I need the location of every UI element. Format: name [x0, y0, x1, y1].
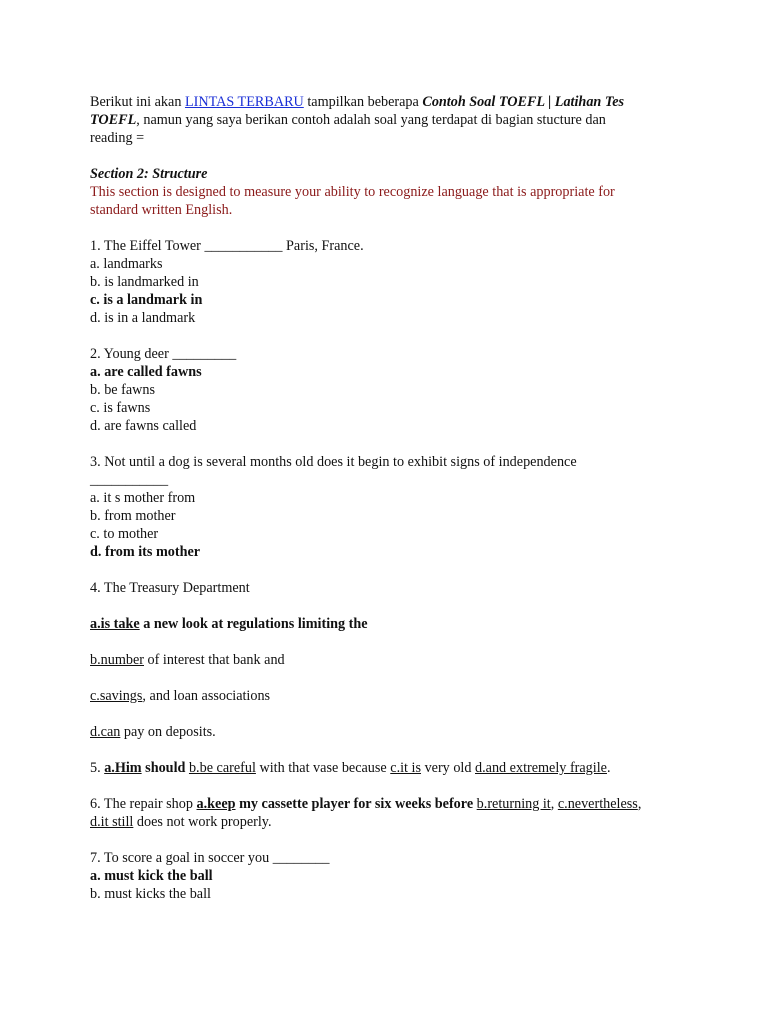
question-1-option-a: a. landmarks [90, 256, 163, 272]
question-5-text: very old [421, 760, 475, 776]
intro-text: tampilkan beberapa [303, 94, 423, 110]
intro-bold-title: Contoh Soal TOEFL | Latihan Tes [422, 94, 625, 110]
intro-text: Berikut ini akan [90, 94, 185, 110]
question-3-blank: ___________ [90, 472, 169, 488]
question-3-stem: 3. Not until a dog is several months old does it begin to exhibit signs of independence [90, 454, 577, 470]
question-5-text: with that vase because [255, 760, 391, 776]
question-2-option-c: c. is fawns [90, 400, 151, 416]
question-4-option-a [90, 615, 690, 633]
question-5-c-underlined: c.it is [390, 760, 422, 776]
intro-paragraph-line2 [90, 111, 690, 129]
question-3-option-a: a. it s mother from [90, 490, 196, 506]
question-5 [90, 759, 690, 777]
question-6-b-underlined: b.returning it [476, 796, 551, 812]
intro-bold-toefl: TOEFL [90, 112, 137, 128]
question-5-a-underlined: a.Him [104, 760, 142, 776]
intro-paragraph-line3: reading = [90, 130, 145, 146]
question-6-end: does not work properly. [133, 814, 272, 830]
intro-paragraph [90, 93, 690, 111]
question-4-option-b [90, 651, 690, 669]
question-5-d-underlined: d.and extremely fragile [475, 760, 607, 776]
question-4-d-underlined: d.can [90, 724, 121, 740]
question-3-option-d: d. from its mother [90, 544, 201, 560]
question-6 [90, 795, 690, 831]
question-7-stem: 7. To score a goal in soccer you ________ [90, 850, 330, 866]
question-6-bold-text: my cassette player for six weeks before [235, 796, 474, 812]
document-body [90, 93, 690, 903]
section-description: standard written English. [90, 202, 233, 218]
section-description: This section is designed to measure your ability to recognize language that is appropriate for [90, 184, 615, 200]
question-4-a-text: a new look at regulations limiting the [139, 616, 368, 632]
question-4-d-text: pay on deposits. [120, 724, 216, 740]
question-6-c-underlined: c.nevertheless [557, 796, 638, 812]
question-1-stem: 1. The Eiffel Tower ___________ Paris, France. [90, 238, 364, 254]
intro-text: , namun yang saya berikan contoh adalah soal yang terdapat di bagian stucture dan [136, 112, 606, 128]
lintas-terbaru-link[interactable]: LINTAS TERBARU [184, 94, 304, 110]
question-3-option-c: c. to mother [90, 526, 159, 542]
comma: , [637, 796, 642, 812]
question-4-b-text: of interest that bank and [143, 652, 285, 668]
question-5-end: . [606, 760, 611, 776]
question-2-option-b: b. be fawns [90, 382, 156, 398]
question-4-c-text: , and loan associations [142, 688, 271, 704]
question-1-option-d: d. is in a landmark [90, 310, 196, 326]
question-6-stem: 6. The repair shop [90, 796, 197, 812]
question-5-number: 5. [90, 760, 105, 776]
question-3-option-b: b. from mother [90, 508, 176, 524]
question-2-option-d: d. are fawns called [90, 418, 197, 434]
question-1-option-c: c. is a landmark in [90, 292, 203, 308]
question-4-c-underlined: c.savings [90, 688, 143, 704]
question-4-a-underlined: a.is take [90, 616, 140, 632]
question-7-option-b: b. must kicks the ball [90, 886, 211, 902]
question-4-b-underlined: b.number [90, 652, 144, 668]
question-4-option-d [90, 723, 690, 741]
question-2-stem: 2. Young deer _________ [90, 346, 237, 362]
question-1-option-b: b. is landmarked in [90, 274, 199, 290]
question-6-d-underlined: d.it still [90, 814, 134, 830]
question-6-a-underlined: a.keep [196, 796, 236, 812]
question-4-option-c [90, 687, 690, 705]
question-5-bold-text: should [141, 760, 186, 776]
comma: , [550, 796, 558, 812]
question-7-option-a: a. must kick the ball [90, 868, 213, 884]
question-2-option-a: a. are called fawns [90, 364, 202, 380]
section-title: Section 2: Structure [90, 166, 208, 182]
question-4-stem: 4. The Treasury Department [90, 580, 250, 596]
question-5-b-underlined: b.be careful [188, 760, 256, 776]
